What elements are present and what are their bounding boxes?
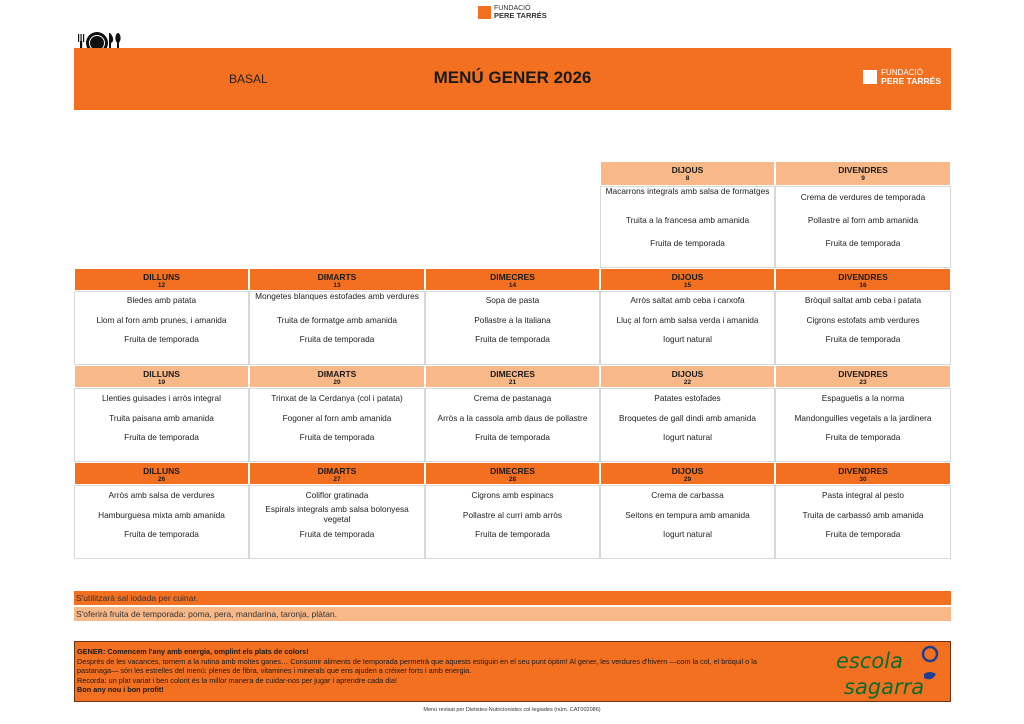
day-header: DIJOUS 22: [600, 365, 775, 388]
first-course: Bròquil saltat amb ceba i patata: [804, 295, 922, 305]
second-course: Hamburguesa mixta amb amanida: [98, 510, 225, 520]
message-reminder: Recorda: un plat variat i ben colorit és la millor manera de cuidar-nos per jugar i aprendre cada dia!: [77, 675, 398, 685]
logo-line1: FUNDACIÓ: [494, 5, 531, 12]
second-course: Cigrons estofats amb verdures: [806, 315, 920, 325]
day-header: DIMECRES 21: [425, 365, 600, 388]
day-header: DIMARTS 13: [249, 268, 425, 291]
first-course: Patates estofades: [654, 393, 721, 403]
dessert: Fruita de temporada: [299, 529, 375, 539]
footer-note: Menú revisat per Dietistes-Nutricionistes col·legiades (núm. CAT002086): [423, 707, 601, 713]
day-cell: [600, 291, 775, 365]
dessert: Fruita de temporada: [475, 334, 550, 344]
day-cell: [425, 388, 600, 462]
second-course: Arròs a la cassola amb daus de pollastre: [437, 413, 588, 423]
day-cell: [249, 485, 425, 559]
day-header: DIVENDRES 30: [775, 462, 951, 485]
first-course: Cigrons amb espinacs: [471, 490, 554, 500]
top-logo: [478, 5, 547, 19]
dessert: Fruita de temporada: [825, 238, 901, 248]
second-course: Seitons en tempura amb amanida: [625, 510, 750, 520]
dessert: Fruita de temporada: [124, 334, 199, 344]
page-title: MENÚ GENER 2026: [433, 68, 592, 87]
fruit-note: S'oferirà fruita de temporada: poma, pera, mandarina, taronja, plàtan.: [74, 607, 951, 621]
day-header: DIMECRES 28: [425, 462, 600, 485]
dessert: Fruita de temporada: [475, 529, 550, 539]
second-course: Broquetes de gall dindi amb amanida: [619, 413, 756, 423]
first-course: Bledes amb patata: [126, 295, 197, 305]
day-header: DIVENDRES 16: [775, 268, 951, 291]
second-course: Pollastre al forn amb amanida: [807, 215, 919, 225]
day-cell: [600, 388, 775, 462]
day-header: DILLUNS 19: [74, 365, 249, 388]
school-logo: [832, 644, 942, 700]
second-course: Truita a la francesa amb amanida: [625, 215, 750, 225]
first-course: Mongetes blanques estofades amb verdures: [255, 291, 419, 301]
message-body: Després de les vacances, tornem a la rutina amb moltes ganes… Consumir aliments de temporada permetrà que aquests estiguin en el seu punt òptim! Al gener, les verdures d'hivern —com la col, el bròquil o la pastanaga— són les estrelles del menú: plenes de fibra, vitamines i minerals que ens ajuden a créixer forts i amb energia.: [77, 656, 757, 676]
first-course: Coliflor gratinada: [305, 490, 369, 500]
school-logo-line1: escola: [836, 649, 903, 673]
dessert: Fruita de temporada: [825, 432, 901, 442]
header-logo-line1: FUNDACIÓ: [881, 68, 923, 77]
day-header: DIMECRES 14: [425, 268, 600, 291]
dessert: Fruita de temporada: [299, 334, 375, 344]
second-course: Llom al forn amb prunes, i amanida: [96, 315, 227, 325]
day-header: DIMARTS 20: [249, 365, 425, 388]
message-headline: GENER: Comencem l'any amb energia, omplint els plats de colors!: [77, 647, 309, 656]
header-logo-square-icon: [863, 70, 877, 84]
school-logo-line2: sagarra: [844, 675, 925, 699]
first-course: Sopa de pasta: [485, 295, 540, 305]
first-course: Trinxat de la Cerdanya (col i patata): [271, 393, 403, 403]
logo-line2: PERE TARRÉS: [494, 11, 547, 20]
day-header: DILLUNS 26: [74, 462, 249, 485]
menu-grid: [74, 161, 951, 559]
dessert: Fruita de temporada: [475, 432, 550, 442]
salt-note: S'utilitzarà sal iodada per cuinar.: [74, 591, 951, 605]
menu-header: [74, 48, 951, 110]
day-cell: [425, 485, 600, 559]
school-logo-leaf-icon: [924, 672, 936, 679]
day-header: DIVENDRES 23: [775, 365, 951, 388]
dessert: Fruita de temporada: [825, 334, 901, 344]
day-header: DIVENDRES 9: [775, 161, 951, 186]
day-header: DIJOUS 15: [600, 268, 775, 291]
first-course: Macarrons integrals amb salsa de formatges: [605, 186, 770, 196]
dessert: Iogurt natural: [663, 529, 712, 539]
second-course: Lluç al forn amb salsa verda i amanida: [616, 315, 759, 325]
first-course: Crema de carbassa: [651, 490, 724, 500]
message-closing: Bon any nou i bon profit!: [77, 685, 164, 695]
first-course: Arròs saltat amb ceba i carxofa: [630, 295, 745, 305]
second-course: Fogoner al forn amb amanida: [282, 413, 392, 423]
day-cell: [249, 291, 425, 365]
dessert: Fruita de temporada: [124, 529, 199, 539]
diet-type-label: BASAL: [229, 72, 268, 86]
second-course: Pollastre al curri amb arròs: [462, 510, 563, 520]
day-cell: [600, 485, 775, 559]
first-course: Crema de pastanaga: [473, 393, 552, 403]
day-cell: [249, 388, 425, 462]
monthly-message-box: [74, 641, 951, 702]
day-cell: [74, 291, 249, 365]
first-course: Espaguetis a la norma: [821, 393, 905, 403]
day-cell: [775, 291, 951, 365]
dessert: Iogurt natural: [663, 334, 712, 344]
day-header: DIMARTS 27: [249, 462, 425, 485]
second-course: Truita paisana amb amanida: [109, 413, 214, 423]
dessert: Iogurt natural: [663, 432, 712, 442]
first-course: Arròs amb salsa de verdures: [108, 490, 215, 500]
second-course: Truita de carbassó amb amanida: [802, 510, 924, 520]
logo-square-icon: [478, 6, 491, 19]
day-cell: [775, 388, 951, 462]
day-cell: [600, 186, 775, 268]
first-course: Pasta integral al pesto: [821, 490, 905, 500]
dessert: Fruita de temporada: [825, 529, 901, 539]
second-course: Espirals integrals amb salsa bolonyesa vegetal: [265, 504, 409, 524]
dessert: Fruita de temporada: [650, 238, 725, 248]
second-course: Truita de formatge amb amanida: [276, 315, 398, 325]
day-header: DILLUNS 12: [74, 268, 249, 291]
first-course: Crema de verdures de temporada: [800, 192, 926, 202]
first-course: Llenties guisades i arròs integral: [102, 393, 221, 403]
day-cell: [775, 485, 951, 559]
header-logo: [863, 69, 941, 85]
header-logo-line2: PERE TARRÉS: [881, 76, 941, 86]
day-cell: [74, 388, 249, 462]
day-header: DIJOUS 29: [600, 462, 775, 485]
school-logo-circle-icon: [923, 647, 937, 661]
day-cell: [74, 485, 249, 559]
day-header: DIJOUS 8: [600, 161, 775, 186]
day-cell: [775, 186, 951, 268]
dessert: Fruita de temporada: [124, 432, 199, 442]
second-course: Mandonguilles vegetals a la jardinera: [794, 413, 932, 423]
dessert: Fruita de temporada: [299, 432, 375, 442]
day-cell: [425, 291, 600, 365]
second-course: Pollastre a la italiana: [474, 315, 551, 325]
